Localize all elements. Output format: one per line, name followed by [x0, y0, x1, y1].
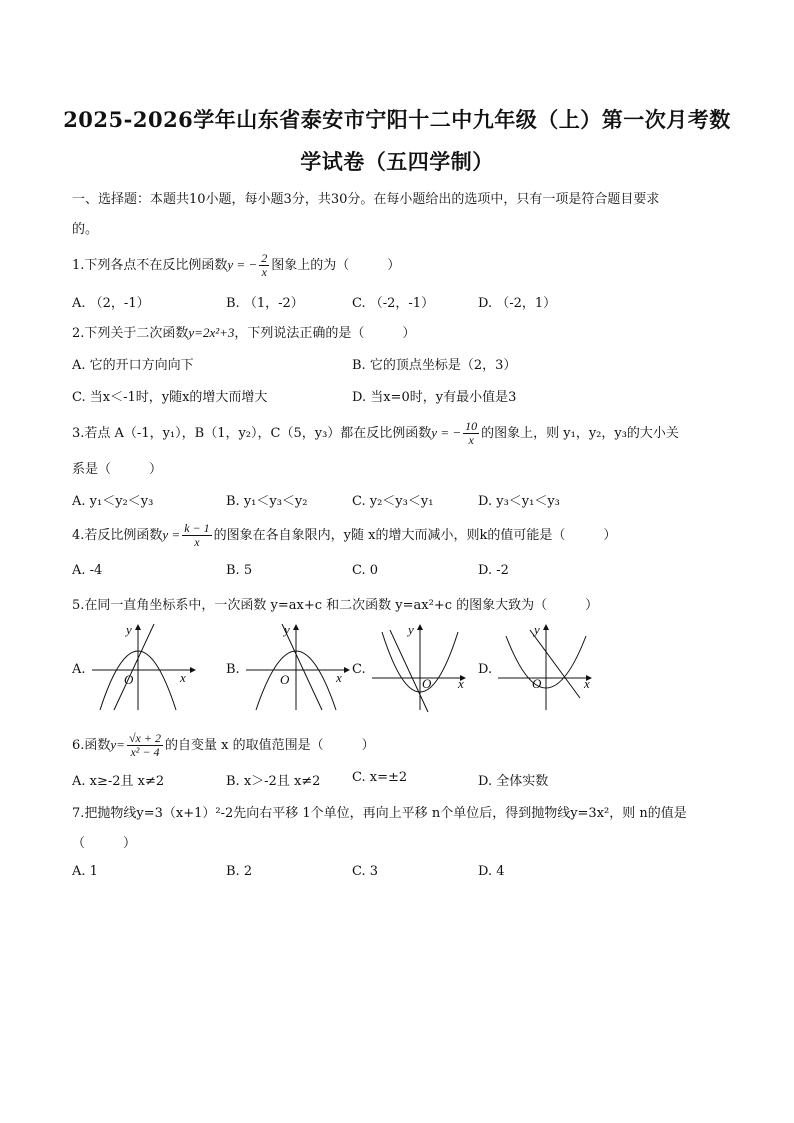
q1-fraction — [259, 252, 269, 279]
q6-option-b[interactable]: B. x＞-2且 x≠2 — [226, 774, 321, 789]
q1-prefix: 1.下列各点不在反比例函数 — [72, 258, 228, 273]
q7-option-d[interactable]: D. 4 — [478, 864, 505, 879]
q4-frac-num: k − 1 — [184, 521, 210, 535]
line-graph — [390, 630, 428, 712]
q2-option-b[interactable]: B. 它的顶点坐标是（2，3） — [352, 358, 517, 373]
q6-option-c[interactable]: C. x=±2 — [352, 770, 408, 785]
q5-option-c-label[interactable]: C. — [352, 662, 366, 677]
q5-option-d-label[interactable]: D. — [478, 662, 493, 677]
question-7-cont — [72, 832, 136, 851]
q3-line1-a: 3.若点 A（-1，y₁），B（1，y₂），C（5，y₃）都在反比例函数 — [72, 426, 432, 441]
q6-frac-den: x² − 4 — [130, 745, 160, 759]
q1-option-d[interactable]: D. （-2，1） — [478, 296, 557, 311]
q4-option-b[interactable]: B. 5 — [226, 563, 253, 578]
q2-close: ） — [402, 326, 416, 341]
q5-c-y-label: y — [408, 622, 414, 637]
q3-line1-b: 的图象上，则 y₁，y₂，y₃的大小关 — [481, 426, 679, 441]
q6-prefix: 6.函数 — [72, 738, 111, 753]
q6-option-d[interactable]: D. 全体实数 — [478, 774, 549, 789]
q5-option-a-label[interactable]: A. — [72, 662, 86, 677]
section-instructions: 一、选择题：本题共10小题，每小题3分，共30分。在每小题给出的选项中，只有一项是符合题目要求 — [72, 192, 660, 207]
question-3-cont — [72, 458, 162, 477]
q4-close: ） — [603, 528, 617, 543]
q1-option-a[interactable]: A. （2，-1） — [72, 296, 150, 311]
q1-option-c[interactable]: C. （-2，-1） — [352, 296, 435, 311]
q3-option-b[interactable]: B. y₁＜y₃＜y₂ — [226, 494, 308, 509]
q6-close: ） — [361, 738, 375, 753]
q4-fraction — [182, 522, 211, 549]
q5-a-x-label: x — [180, 670, 186, 685]
q5-a-y-label: y — [126, 622, 132, 637]
q3-frac-num: 10 — [465, 419, 478, 433]
q5-d-x-label: x — [584, 676, 590, 691]
q5-c-origin-label: O — [422, 676, 432, 691]
q1-frac-num: 2 — [261, 251, 268, 265]
q6-fraction — [127, 732, 163, 759]
q1-frac-den: x — [261, 265, 267, 279]
y-axis-arrow-icon — [135, 624, 141, 630]
q5-graph-c[interactable] — [368, 622, 472, 714]
question-2 — [72, 322, 415, 341]
q2-text-b: ，下列说法正确的是（ — [234, 326, 365, 341]
q6-suffix: 的自变量 x 的取值范围是（ — [164, 738, 324, 753]
q3-func-lhs: y = − — [431, 425, 462, 440]
q6-option-a[interactable]: A. x≥-2且 x≠2 — [72, 774, 165, 789]
q4-frac-den: x — [194, 535, 200, 549]
q5-close: ） — [585, 598, 599, 613]
q5-b-origin-label: O — [280, 672, 290, 687]
exam-title-line1: 2025-2026学年山东省泰安市宁阳十二中九年级（上）第一次月考数 — [63, 107, 731, 132]
q7-option-b[interactable]: B. 2 — [226, 864, 253, 879]
q2-option-c[interactable]: C. 当x＜-1时，y随x的增大而增大 — [72, 390, 268, 405]
y-axis-arrow-icon — [543, 624, 549, 630]
q4-prefix: 4.若反比例函数 — [72, 528, 163, 543]
question-3 — [72, 420, 679, 447]
q3-option-c[interactable]: C. y₂＜y₃＜y₁ — [352, 494, 434, 509]
q7-option-a[interactable]: A. 1 — [72, 864, 98, 879]
question-4 — [72, 522, 616, 549]
q6-func-lhs: y= — [110, 737, 125, 752]
y-axis-arrow-icon — [293, 624, 299, 630]
q5-d-origin-label: O — [532, 676, 542, 691]
q7-line2: （ — [72, 836, 86, 851]
x-axis-arrow-icon — [190, 667, 196, 673]
question-6 — [72, 732, 375, 759]
section-instructions-cont: 的。 — [72, 222, 99, 237]
question-1 — [72, 252, 400, 279]
question-5 — [72, 594, 598, 613]
q3-fraction — [463, 420, 479, 447]
q3-close: ） — [149, 462, 163, 477]
q3-option-d[interactable]: D. y₃＜y₁＜y₃ — [478, 494, 560, 509]
q3-frac-den: x — [468, 433, 474, 447]
q5-b-x-label: x — [336, 670, 342, 685]
q5-option-b-label[interactable]: B. — [226, 662, 240, 677]
q5-graph-d[interactable] — [494, 622, 598, 714]
q5-c-x-label: x — [458, 676, 464, 691]
q6-frac-num: √x + 2 — [128, 731, 161, 745]
q4-option-a[interactable]: A. -4 — [72, 563, 103, 578]
q3-option-a[interactable]: A. y₁＜y₂＜y₃ — [72, 494, 154, 509]
q4-func-lhs: y = — [162, 527, 181, 542]
q2-option-a[interactable]: A. 它的开口方向向下 — [72, 358, 194, 373]
q2-option-d[interactable]: D. 当x=0时，y有最小值是3 — [352, 390, 517, 405]
q4-option-d[interactable]: D. -2 — [478, 563, 509, 578]
question-7: 7.把抛物线y=3（x+1）²-2先向右平移 1个单位，再向上平移 n个单位后，得到抛物线y=3x²，则 n的值是 — [72, 806, 687, 821]
q5-graph-b[interactable] — [242, 622, 352, 714]
exam-title-line2: 学试卷（五四学制） — [300, 149, 494, 174]
q1-close: ） — [387, 258, 401, 273]
q2-func: y=2x²+3 — [188, 325, 235, 340]
q5-d-y-label: y — [534, 622, 540, 637]
q5-a-origin-label: O — [124, 672, 134, 687]
q1-suffix: 图象上的为（ — [271, 258, 350, 273]
q1-func-lhs: y = − — [227, 257, 258, 272]
y-axis-arrow-icon — [417, 624, 423, 630]
q5-b-y-label: y — [284, 622, 290, 637]
q4-suffix: 的图象在各自象限内，y随 x的增大而减小，则k的值可能是（ — [213, 528, 566, 543]
line-graph — [114, 624, 154, 710]
q3-line2: 系是（ — [72, 462, 112, 477]
q5-graph-a[interactable] — [88, 622, 198, 714]
q7-option-c[interactable]: C. 3 — [352, 864, 379, 879]
q4-option-c[interactable]: C. 0 — [352, 563, 379, 578]
q7-close: ） — [123, 836, 137, 851]
q2-text-a: 2.下列关于二次函数 — [72, 326, 189, 341]
q1-option-b[interactable]: B. （1，-2） — [226, 296, 304, 311]
q5-text: 5.在同一直角坐标系中，一次函数 y=ax+c 和二次函数 y=ax²+c 的图象大致为（ — [72, 598, 548, 613]
x-axis-arrow-icon — [344, 667, 350, 673]
